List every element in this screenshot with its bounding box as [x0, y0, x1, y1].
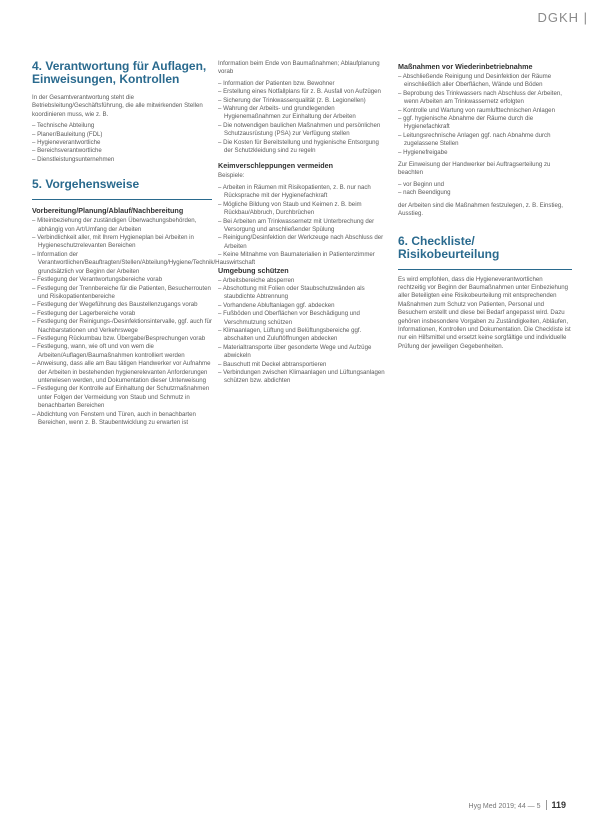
list-item: – Reinigung/Desinfektion der Werkzeuge nach Abschluss der Arbeiten — [218, 234, 384, 250]
divider — [32, 199, 212, 200]
list-item: – Beprobung des Trinkwassers nach Abschluss der Arbeiten, wenn Arbeiten am Trinkwassernetz erfolgten — [398, 89, 562, 106]
list-item: – Wahrung der Arbeits- und grundlegenden Hygienemaßnahmen zur Einhaltung der Arbeiten — [218, 105, 356, 121]
paragraph: Beispiele: — [218, 172, 245, 180]
list-item: – Materialtransporte über gesonderte Wege und Aufzüge abwickeln — [218, 343, 372, 360]
list-item: – Information der Verantwortlichen/Beauftragten/Stellen/Abteilung/Hygiene/Technik/Hauswirtschaft grundsätzlich vor Beginn der Arbeiten — [32, 250, 256, 275]
list-item: – Verbindlichkeit aller, mit Ihrem Hygieneplan bei Arbeiten in Hygieneschutzrelevanten Bereichen — [32, 234, 194, 250]
list-item: – Die notwendigen baulichen Maßnahmen und persönlichen Schutzausrüstung (PSA) zur Verfügung stellen — [218, 121, 381, 138]
list-item: – Festlegung der Kontrolle auf Einhaltung der Schutzmaßnahmen unter Folgen der Vermeidung von Staub und Schmutz in benachbarten Bereichen — [32, 385, 210, 410]
list-item: – Die Kosten für Bereitstellung und hygienische Entsorgung der Schutzkleidung sind zu regeln — [218, 138, 379, 155]
list-item: – Festlegung der Wegeführung des Baustellenzugangs vorab — [32, 301, 198, 309]
list-item: – vor Beginn und — [398, 180, 445, 188]
list-item: – Kontrolle und Wartung von raumlufttechnischen Anlagen — [398, 106, 555, 114]
list-item: – Hygieneverantwortliche — [32, 139, 101, 147]
list-item: – Dienstleistungsunternehmen — [32, 155, 115, 163]
list-item: – Bei Arbeiten am Trinkwassernetz mit Unterbrechung der Versorgung und anschließender Spülung — [218, 217, 375, 233]
column-right — [398, 62, 572, 354]
list-item: – Abdichtung von Fenstern und Türen, auch in benachbarten Bereichen, wenn z. B. Staubentwicklung zu erwarten ist — [32, 410, 196, 426]
responsibility-list — [32, 122, 212, 164]
list-item: – Bereichsverantwortliche — [32, 147, 102, 155]
list-item: – Hygienefreigabe — [398, 148, 448, 156]
list-item: – ggf. hygienische Abnahme der Räume durch die Hygienefachkraft — [398, 115, 534, 131]
list-item: – Keine Mitnahme von Baumaterialien in Patientenzimmer — [218, 251, 375, 259]
subsection-heading: Vorbereitung/Planung/Ablauf/Nachbereitung — [32, 206, 184, 216]
page-number: 119 — [546, 800, 566, 810]
list-item: – Festlegung der Verantwortungsbereiche vorab — [32, 276, 163, 284]
list-item: – Abschottung mit Folien oder Staubschutzwänden als staubdichte Abtrennung — [218, 284, 365, 301]
recommission-list — [398, 73, 572, 157]
list-item: – Miteinbeziehung der zuständigen Überwachungsbehörden, abhängig von Art/Umfang der Arbeiten — [32, 217, 197, 233]
list-item: – Abschließende Reinigung und Desinfektion der Räume einschließlich aller Oberflächen, Wände und Böden — [398, 73, 552, 89]
journal-reference: Hyg Med 2019; 44 — 5 — [468, 803, 541, 810]
list-item: – Arbeitsbereiche absperren — [218, 276, 295, 284]
subsection-heading: Keimverschleppungen vermeiden — [218, 161, 334, 171]
intro-paragraph: In der Gesamtverantwortung steht die Betriebsleitung/Geschäftsführung, die alle mitwirkenden Stellen koordinieren muss, wie z. B. — [32, 94, 203, 118]
timing-list — [398, 181, 572, 198]
list-item: – Erstellung eines Notfallplans für z. B. Ausfall von Aufzügen — [218, 88, 381, 96]
list-item: – Information der Patienten bzw. Bewohner — [218, 79, 335, 87]
page-footer — [469, 800, 566, 810]
list-item: – Technische Abteilung — [32, 122, 95, 130]
paragraph: Es wird empfohlen, dass die Hygieneverantwortlichen rechtzeitig vor Beginn der Baumaßnahmen unter Einbeziehung aller Beteiligten eine Risikobeurteilung mit entsprechenden Maßnahmen zum Schutz von Patienten, Personal und Besuchern erstellt und diese bei Bedarf angepasst wird. Dazu gehören insbesondere Vorgaben zu Zuständigkeiten, Abläufen, Informationen, Kontrollen und Dokumentation. Die Checkliste ist nur ein Hilfsmittel und ersetzt keine sorgfältige und individuelle Prüfung der jeweiligen Gegebenheiten. — [398, 275, 571, 350]
column-middle — [218, 60, 388, 390]
contamination-list — [218, 184, 388, 260]
list-item: – nach Beendigung — [398, 189, 451, 197]
environment-list — [218, 277, 388, 386]
list-item: – Festlegung, wann, wie oft und von wem die Arbeiten/Auflagen/Baumaßnahmen kontrolliert werden — [32, 343, 185, 359]
list-item: – Festlegung der Trennbereiche für die Patienten, Besucherrouten und Risikopatientenbereiche — [32, 284, 211, 300]
section-heading-5: 5. Vorgehensweise — [32, 177, 140, 192]
list-item: – Vorhandene Abluftanlagen ggf. abdecken — [218, 301, 335, 309]
list-item: – Fußböden und Oberflächen vor Beschädigung und Verschmutzung schützen — [218, 310, 360, 326]
info-list — [218, 80, 388, 156]
list-item: – Mögliche Bildung von Staub und Keimen z. B. beim Rückbau/Abbruch, Durchbrüchen — [218, 200, 362, 217]
paragraph: Zur Einweisung der Handwerker bei Auftragserteilung zu beachten — [398, 161, 551, 177]
list-item: – Klimaanlagen, Lüftung und Belüftungsbereiche ggf. abschalten und Zuluftöffnungen abdecken — [218, 326, 362, 343]
list-item: – Festlegung Rückumbau bzw. Übergabe/Besprechungen vorab — [32, 334, 206, 342]
list-item: – Sicherung der Trinkwasserqualität (z. B. Legionellen) — [218, 96, 366, 104]
paragraph: Information beim Ende von Baumaßnahmen; Ablaufplanung vorab — [218, 60, 380, 76]
brand-logo: DGKH | — [537, 10, 588, 25]
list-item: – Leitungsrechnische Anlagen ggf. nach Abnahme durch zugelassene Stellen — [398, 131, 551, 148]
list-item: – Arbeiten in Räumen mit Risikopatienten, z. B. nur nach Rücksprache mit der Hygienefachkraft — [218, 183, 371, 200]
list-item: – Anweisung, dass alle am Bau tätigen Handwerker vor Aufnahme der Arbeiten in bestehenden hygienerelevanten Anforderungen unterwiesen werden, und Dokumentation dieser Unterweisung — [32, 360, 211, 384]
divider — [398, 269, 572, 270]
list-item: – Planer/Bauleitung (FDL) — [32, 130, 103, 138]
paragraph: der Arbeiten sind die Maßnahmen festzulegen, z. B. Einstieg, Ausstieg. — [398, 201, 563, 218]
list-item: – Festlegung der Lagerbereiche vorab — [32, 309, 136, 317]
section-heading-4: 4. Verantwortung für Auflagen, Einweisungen, Kontrollen — [32, 59, 207, 86]
list-item: – Festlegung der Reinigungs-/Desinfektionsintervalle, ggf. auch für Nachbarstationen und Verkehrswege — [32, 318, 212, 334]
subsection-heading: Umgebung schützen — [218, 265, 289, 275]
section-heading-6: 6. Checkliste/ Risikobeurteilung — [398, 233, 500, 261]
list-item: – Bauschutt mit Deckel abtransportieren — [218, 360, 327, 368]
list-item: – Verbindungen zwischen Klimaanlagen und Lüftungsanlagen schützen bzw. abdichten — [218, 369, 385, 385]
subsection-heading: Maßnahmen vor Wiederinbetriebnahme — [398, 62, 533, 71]
